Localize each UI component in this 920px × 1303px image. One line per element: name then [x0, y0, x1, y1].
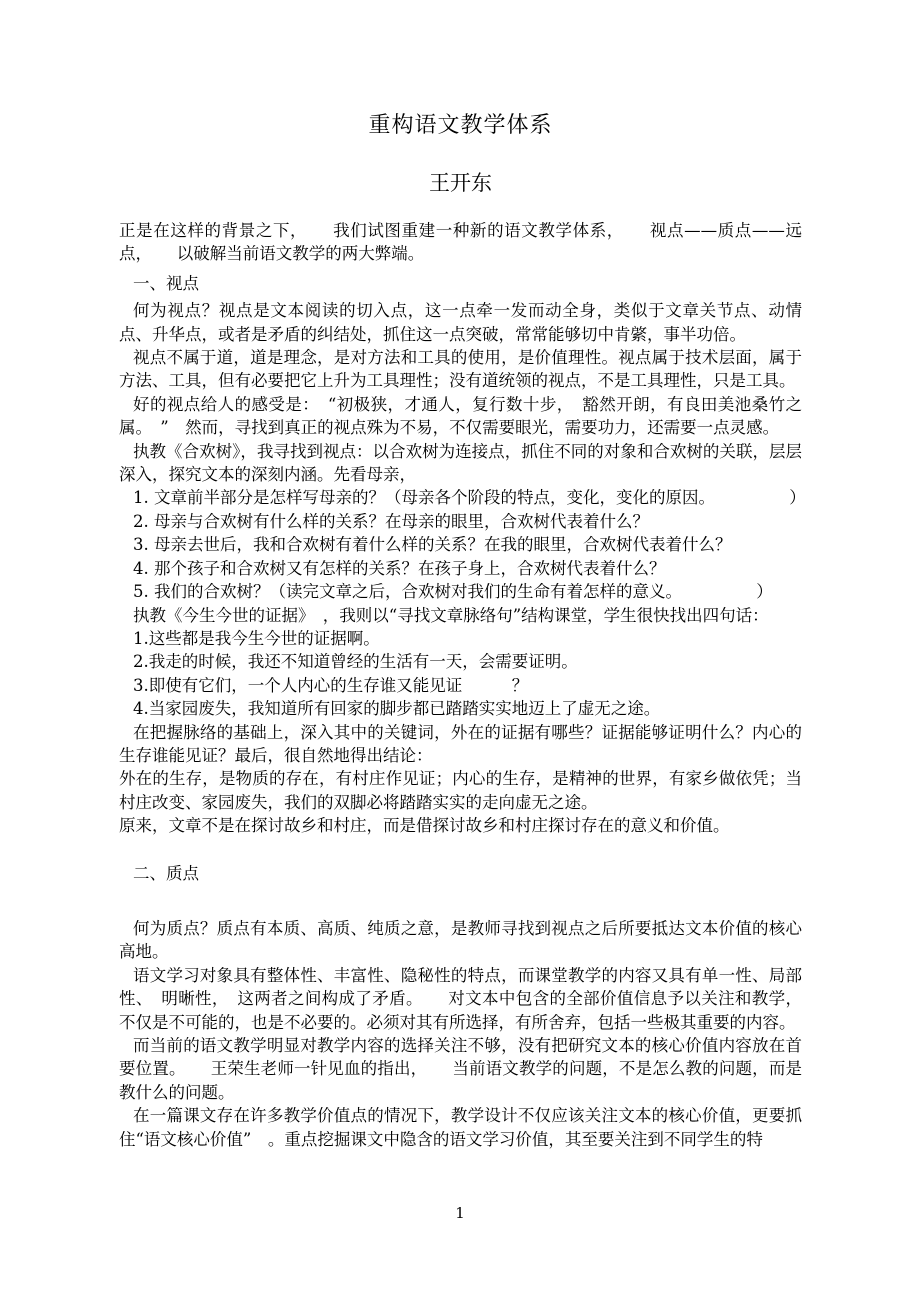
list-item: 2.我走的时候，我还不知道曾经的生活有一天，会需要证明。: [133, 652, 578, 672]
document-author: 王开东: [429, 171, 492, 195]
list-item: 5. 我们的合欢树？（读完文章之后，合欢树对我们的生命有着怎样的意义。 ）: [133, 582, 773, 602]
paragraph: 在把握脉络的基础上，深入其中的关键词，外在的证据有哪些？证据能够证明什么？内心的生存谁能见证？最后，很自然地得出结论：: [119, 722, 802, 765]
paragraph: 而当前的语文教学明显对教学内容的选择关注不够，没有把研究文本的核心价值内容放在首要位置。 王荣生老师一针见血的指出， 当前语文教学的问题，不是怎么教的问题，而是教什么的问题。: [119, 1036, 802, 1102]
list-item: 3.即使有它们，一个人内心的生存谁又能见证 ？: [133, 675, 529, 695]
list-item: 3. 母亲去世后，我和合欢树有着什么样的关系？在我的眼里，合欢树代表着什么？: [133, 535, 732, 555]
paragraph: 原来，文章不是在探讨故乡和村庄，而是借探讨故乡和村庄探讨存在的意义和价值。: [119, 816, 730, 836]
paragraph: 外在的生存，是物质的存在，有村庄作见证；内心的生存，是精神的世界，有家乡做依凭；当村庄改变、家园废失，我们的双脚必将踏踏实实的走向虚无之途。: [119, 769, 802, 812]
section-heading: 一、视点: [133, 273, 200, 293]
paragraph: 执教《今生今世的证据》 ，我则以“寻找文章脉络句”结构课堂，学生很快找出四句话：: [133, 605, 769, 625]
paragraph: 在一篇课文存在许多教学价值点的情况下，教学设计不仅应该关注文本的核心价值，更要抓住“语文核心价值” 。重点挖掘课文中隐含的语文学习价值，其至要关注到不同学生的特: [119, 1106, 802, 1149]
document-body: [119, 219, 806, 1151]
list-item: 2. 母亲与合欢树有什么样的关系？在母亲的眼里，合欢树代表着什么？: [133, 511, 650, 531]
list-item: 4.当家园废失，我知道所有回家的脚步都已踏踏实实地迈上了虚无之途。: [133, 699, 661, 719]
paragraph: 正是在这样的背景之下， 我们试图重建一种新的语文教学体系， 视点——质点——远点， 以破解当前语文教学的两大弊端。: [119, 221, 802, 264]
paragraph: 视点不属于道，道是理念，是对方法和工具的使用，是价值理性。视点属于技术层面，属于方法、工具，但有必要把它上升为工具理性；没有道统领的视点，不是工具理性，只是工具。: [119, 348, 802, 391]
section-heading: 二、质点: [133, 863, 200, 883]
document-title: 重构语文教学体系: [368, 113, 553, 138]
list-item: 1. 文章前半部分是怎样写母亲的？（母亲各个阶段的特点，变化，变化的原因。 ）: [133, 488, 806, 508]
document-content: [119, 108, 806, 1151]
paragraph: 语文学习对象具有整体性、丰富性、隐秘性的特点，而课堂教学的内容又具有单一性、局部性、 明晰性， 这两者之间构成了矛盾。 对文本中包含的全部价值信息予以关注和教学，不仅是不可能的，也是不必要的。必须对其有所选择，有所舍弃，包括一些极其重要的内容。: [119, 965, 802, 1032]
paragraph: 何为视点？视点是文本阅读的切入点，这一点牵一发而动全身，类似于文章关节点、动情点、升华点，或者是矛盾的纠结处，抓住这一点突破，常常能够切中肯綮，事半功倍。: [119, 301, 802, 344]
paragraph: 何为质点？质点有本质、高质、纯质之意，是教师寻找到视点之后所要抵达文本价值的核心高地。: [119, 918, 802, 962]
list-item: 1.这些都是我今生今世的证据啊。: [133, 628, 380, 648]
paragraph: 执教《合欢树》，我寻找到视点：以合欢树为连接点，抓住不同的对象和合欢树的关联，层层深入，探究文本的深刻内涵。先看母亲，: [119, 441, 802, 485]
paragraph: 好的视点给人的感受是： “初极狭，才通人，复行数十步， 豁然开朗，有良田美池桑竹之属。 ” 然而，寻找到真正的视点殊为不易，不仅需要眼光，需要功力，还需要一点灵感。: [119, 394, 802, 438]
list-item: 4. 那个孩子和合欢树又有怎样的关系？在孩子身上，合欢树代表着什么？: [133, 558, 666, 578]
page-number: 1: [455, 1204, 465, 1222]
